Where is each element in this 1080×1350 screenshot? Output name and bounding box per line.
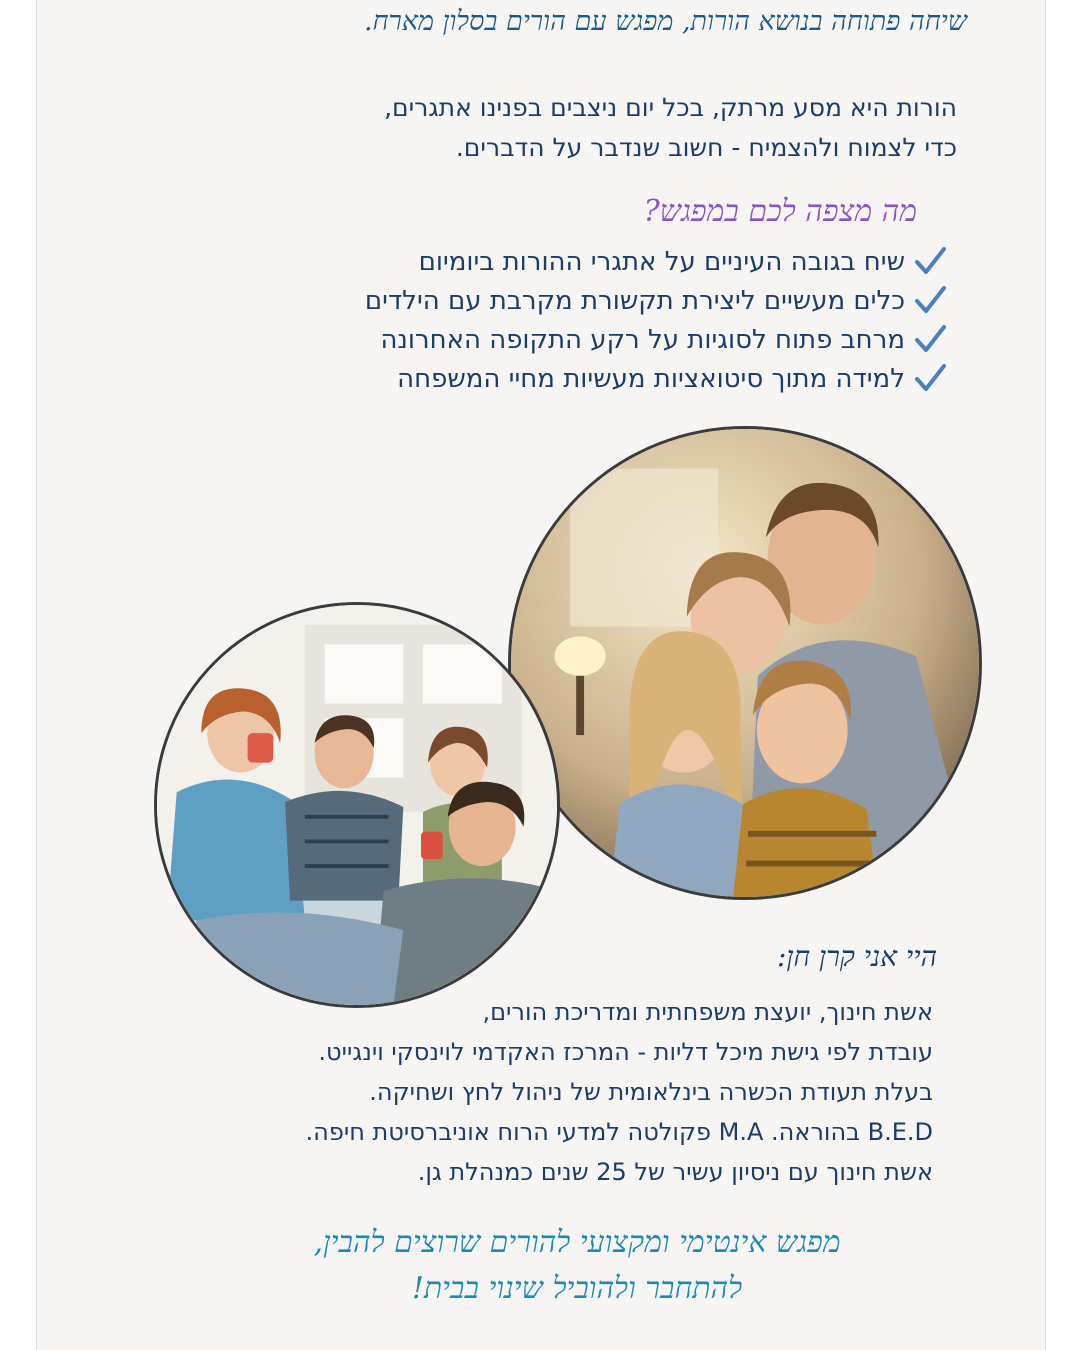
- intro-line-1: הורות היא מסע מרתק, בכל יום ניצבים בפנינו אתגרים,: [384, 93, 957, 122]
- closing-text: [187, 1220, 967, 1312]
- flyer-page: [36, 0, 1046, 1350]
- list-item-label: שיח בגובה העיניים על אתגרי ההורות ביומיום: [418, 246, 905, 277]
- list-item: [187, 242, 947, 281]
- bio-text: [157, 992, 933, 1192]
- check-icon: [913, 323, 947, 357]
- list-item-label: כלים מעשיים ליצירת תקשורת מקרבת עם הילדים: [364, 285, 905, 316]
- list-item-label: למידה מתוך סיטואציות מעשיות מחיי המשפחה: [397, 363, 905, 394]
- bio-line: אשת חינוך, יועצת משפחתית ומדריכת הורים,: [482, 998, 933, 1026]
- bio-title: היי אני קרן חן:: [776, 940, 937, 973]
- list-item: [187, 359, 947, 398]
- list-item-label: מרחב פתוח לסוגיות על רקע התקופה האחרונה: [380, 324, 905, 355]
- closing-line-1: מפגש אינטימי ומקצועי להורים שרוצים להבין,: [313, 1225, 841, 1260]
- expectations-title: מה מצפה לכם במפגש?: [643, 194, 917, 229]
- closing-line-2: להתחבר ולהוביל שינוי בבית!: [411, 1271, 743, 1306]
- check-icon: [913, 362, 947, 396]
- bio-line: עובדת לפי גישת מיכל דליות - המרכז האקדמי לוינסקי וינגייט.: [318, 1038, 933, 1066]
- intro-line-2: כדי לצמוח ולהצמיח - חשוב שנדבר על הדברים.: [455, 133, 957, 162]
- intro-text: [187, 88, 957, 168]
- family-portrait-photo: [508, 426, 982, 900]
- bio-line: אשת חינוך עם ניסיון עשיר של 25 שנים כמנהלת גן.: [417, 1158, 933, 1186]
- bio-line: B.E.D בהוראה. M.A פקולטה למדעי הרוח אוניברסיטת חיפה.: [305, 1118, 933, 1146]
- list-item: [187, 281, 947, 320]
- family-portrait-illustration: [511, 429, 979, 897]
- check-icon: [913, 245, 947, 279]
- check-icon: [913, 284, 947, 318]
- list-item: [187, 320, 947, 359]
- bio-line: בעלת תעודת הכשרה בינלאומית של ניהול לחץ ושחיקה.: [369, 1078, 933, 1106]
- expectations-list: [187, 242, 947, 398]
- header-title: שיחה פתוחה בנושא הורות, מפגש עם הורים בסלון מארח.: [364, 6, 967, 37]
